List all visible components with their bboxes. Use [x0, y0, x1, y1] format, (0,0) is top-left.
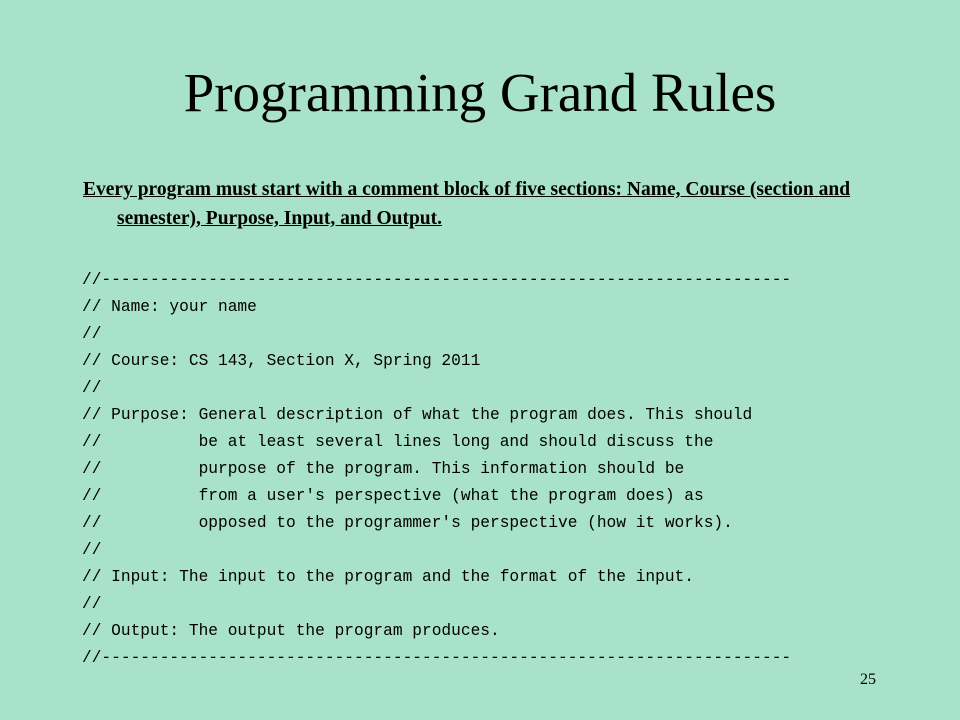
code-line-separator-top: //----------------------------------------------------------------------- — [82, 271, 792, 289]
code-line-purpose-cont: // purpose of the program. This information should be — [82, 460, 685, 478]
code-line-purpose: // Purpose: General description of what the program does. This should — [82, 406, 753, 424]
code-line-blank: // — [82, 595, 102, 613]
code-line-purpose-cont: // from a user's perspective (what the program does) as — [82, 487, 704, 505]
code-line-course: // Course: CS 143, Section X, Spring 2011 — [82, 352, 481, 370]
code-line-output: // Output: The output the program produces. — [82, 622, 500, 640]
code-line-separator-bottom: //----------------------------------------------------------------------- — [82, 649, 792, 667]
code-line-input: // Input: The input to the program and the format of the input. — [82, 568, 694, 586]
intro-text: Every program must start with a comment block of five sections: Name, Course (section and semester), Purpose, Input, and Output. — [83, 179, 851, 229]
slide-title: Programming Grand Rules — [183, 62, 777, 123]
code-line-purpose-cont: // opposed to the programmer's perspective (how it works). — [82, 514, 733, 532]
code-line-blank: // — [82, 325, 102, 343]
code-line-blank: // — [82, 541, 102, 559]
code-line-purpose-cont: // be at least several lines long and should discuss the — [82, 433, 714, 451]
slide-number: 25 — [860, 671, 876, 688]
comment-block-template — [82, 267, 791, 672]
code-line-blank: // — [82, 379, 102, 397]
code-line-name: // Name: your name — [82, 298, 257, 316]
